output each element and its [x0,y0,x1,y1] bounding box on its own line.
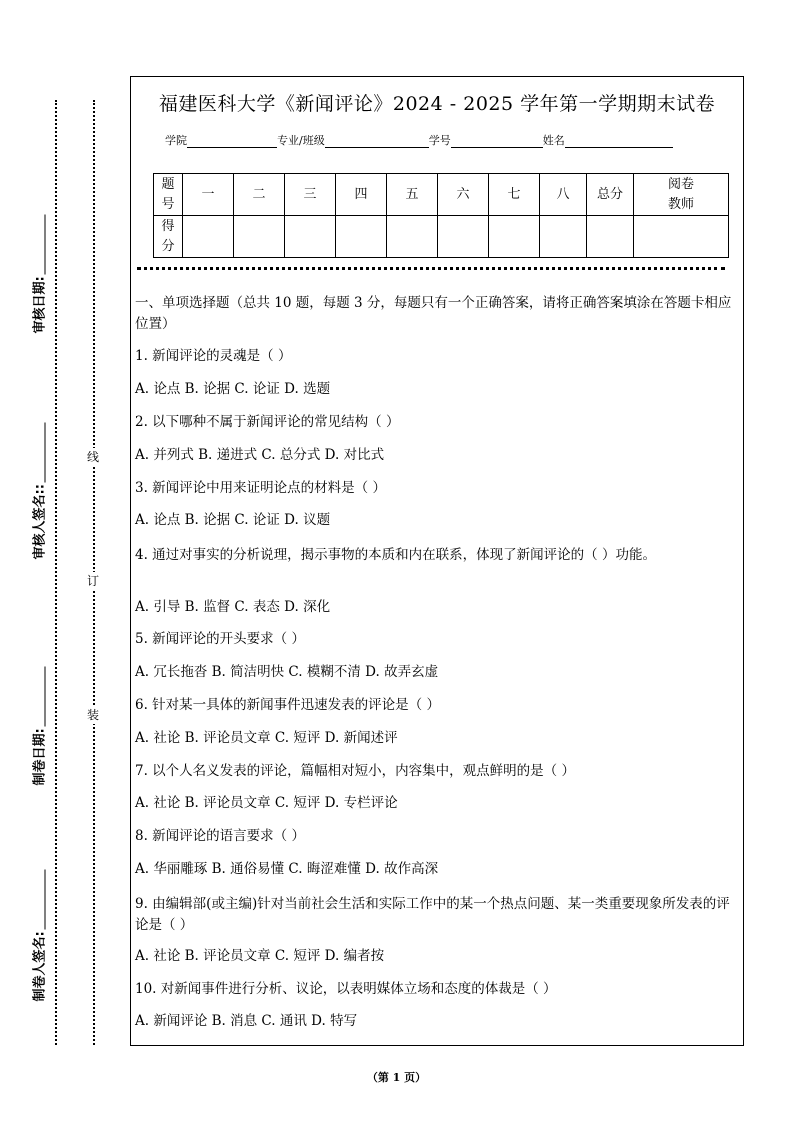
score-cell[interactable] [489,216,540,258]
question-8-options: A. 华丽雕琢 B. 通俗易懂 C. 晦涩难懂 D. 故作高深 [135,861,439,877]
col-header: 三 [285,174,336,216]
score-cell[interactable] [285,216,336,258]
col-header-reviewer: 阅卷教师 [634,174,729,216]
page-number: （第 1 页） [366,1071,427,1084]
col-header: 六 [438,174,489,216]
score-cell[interactable] [387,216,438,258]
section-heading: 一、单项选择题（总共 10 题，每题 3 分，每题只有一个正确答案，请将正确答案填涂在答题卡相应位置） [135,295,732,332]
paper-maker-signature-label: 制卷人签名: [29,882,48,1002]
score-table-score-row [154,216,729,258]
question-6-options: A. 社论 B. 评论员文章 C. 短评 D. 新闻述评 [135,730,398,746]
score-cell[interactable] [438,216,489,258]
major-field[interactable] [325,135,429,148]
col-header: 五 [387,174,438,216]
student-info-row [165,132,673,148]
student-id-field[interactable] [451,135,543,148]
reviewer-signature-label: 审核人签名:: [29,440,48,560]
exam-frame [130,76,744,1046]
question-7: 7. 以个人名义发表的评论，篇幅相对短小，内容集中，观点鲜明的是（ ） [135,763,575,779]
section-divider [137,267,725,270]
question-2-options: A. 并列式 B. 递进式 C. 总分式 D. 对比式 [135,447,385,463]
question-3: 3. 新闻评论中用来证明论点的材料是（ ） [135,480,386,496]
binding-line-outer [55,100,57,1045]
question-5: 5. 新闻评论的开头要求（ ） [135,631,305,647]
question-4-options: A. 引导 B. 监督 C. 表态 D. 深化 [135,599,331,615]
college-label: 学院 [165,134,187,147]
question-1-options: A. 论点 B. 论据 C. 论证 D. 选题 [135,381,331,397]
major-label: 专业/班级 [277,134,325,147]
exam-title: 福建医科大学《新闻评论》2024 - 2025 学年第一学期期末试卷 [158,93,716,115]
score-cell[interactable] [183,216,234,258]
question-10-options: A. 新闻评论 B. 消息 C. 通讯 D. 特写 [135,1013,358,1029]
name-field[interactable] [565,135,673,148]
question-1: 1. 新闻评论的灵魂是（ ） [135,348,292,364]
score-table [153,173,729,258]
binding-char-staple: 订 [87,574,100,588]
paper-date-label: 制卷日期: [29,666,48,786]
col-header: 四 [336,174,387,216]
score-cell[interactable] [234,216,285,258]
question-6: 6. 针对某一具体的新闻事件迅速发表的评论是（ ） [135,697,440,713]
binding-char-line: 线 [87,450,100,464]
col-header: 二 [234,174,285,216]
col-header: 一 [183,174,234,216]
college-field[interactable] [187,135,277,148]
score-cell[interactable] [336,216,387,258]
question-8: 8. 新闻评论的语言要求（ ） [135,828,305,844]
score-cell-total[interactable] [587,216,634,258]
student-id-label: 学号 [428,134,451,147]
score-table-header-row [154,174,729,216]
row-label-score: 得分 [154,216,183,258]
review-date-label: 审核日期: [29,214,48,334]
col-header: 七 [489,174,540,216]
question-9: 9. 由编辑部(或主编)针对当前社会生活和实际工作中的某一个热点问题、某一类重要现象所发表的评论是（ ） [135,896,730,933]
question-10: 10. 对新闻事件进行分析、议论，以表明媒体立场和态度的体裁是（ ） [135,981,557,997]
name-label: 姓名 [542,134,565,147]
question-2: 2. 以下哪种不属于新闻评论的常见结构（ ） [135,414,400,430]
col-header-total: 总分 [587,174,634,216]
row-label-question-number: 题号 [154,174,183,216]
score-cell-reviewer[interactable] [634,216,729,258]
score-cell[interactable] [540,216,587,258]
question-7-options: A. 社论 B. 评论员文章 C. 短评 D. 专栏评论 [135,795,398,811]
question-4: 4. 通过对事实的分析说理，揭示事物的本质和内在联系，体现了新闻评论的（ ）功能。 [135,547,656,563]
col-header: 八 [540,174,587,216]
question-5-options: A. 冗长拖沓 B. 简洁明快 C. 模糊不清 D. 故弄玄虚 [135,664,439,680]
binding-char-bind: 装 [87,708,100,722]
question-9-options: A. 社论 B. 评论员文章 C. 短评 D. 编者按 [135,948,385,964]
question-3-options: A. 论点 B. 论据 C. 论证 D. 议题 [135,512,331,528]
